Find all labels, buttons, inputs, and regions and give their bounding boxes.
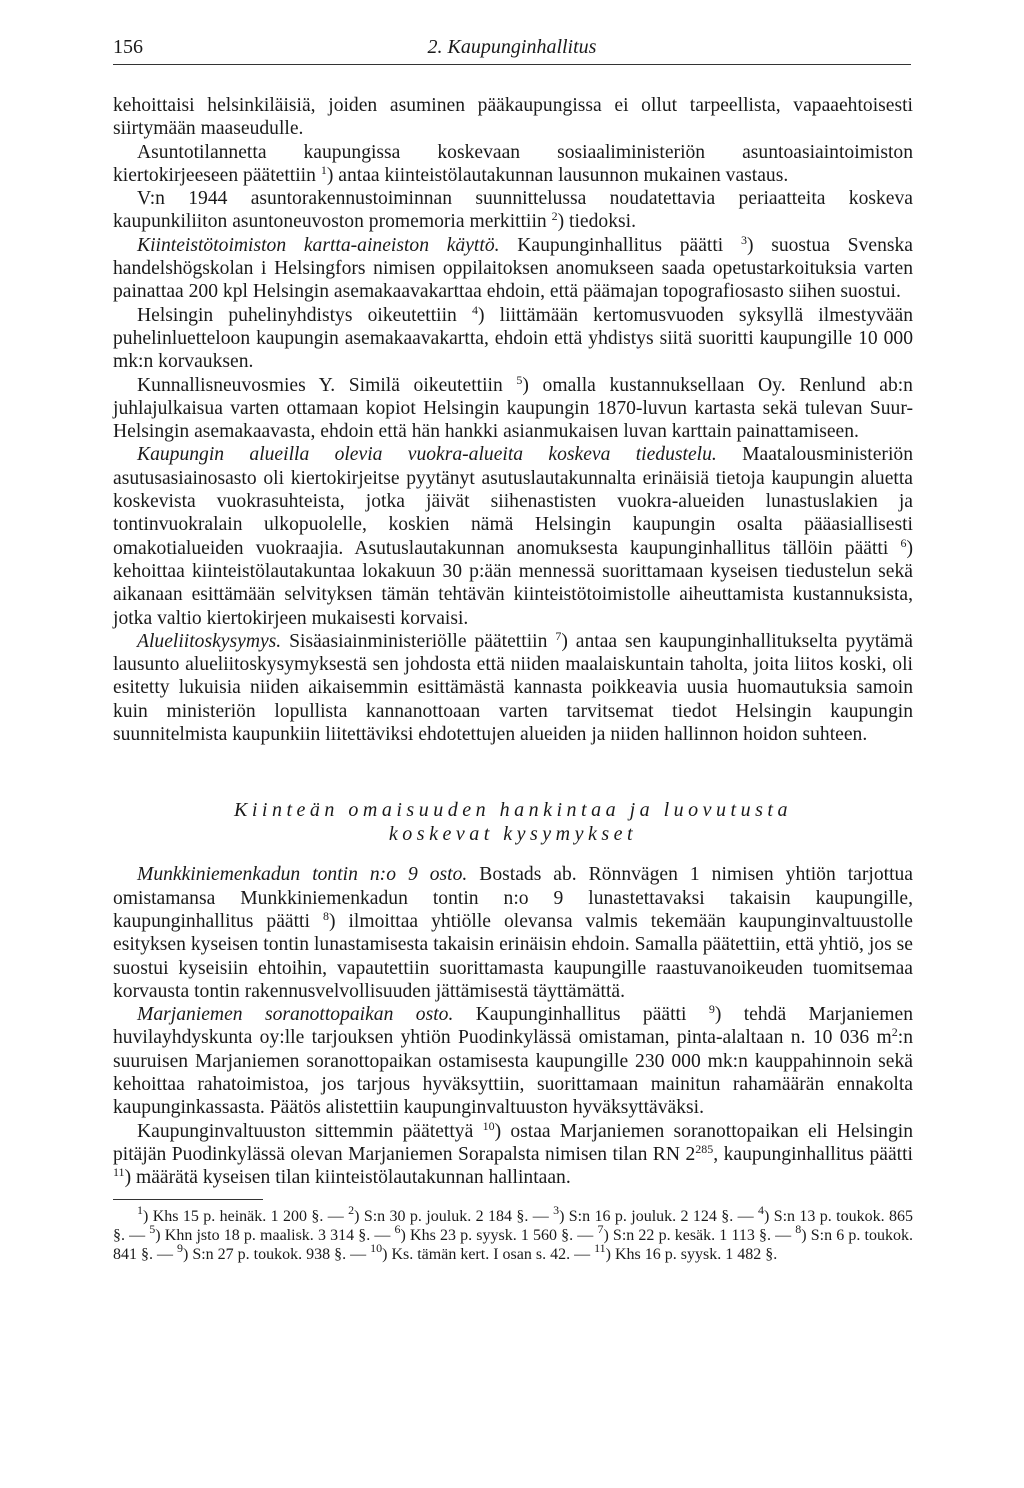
text-run: Kaupunginvaltuuston sittemmin päätettyä xyxy=(137,1120,483,1142)
text-run: , kaupunginhallitus päätti xyxy=(713,1143,913,1165)
text-run: ) ilmoittaa yhtiölle olevansa valmis tekemään kaupunginvaltuustolle esityksen kyseisen tontin lunastamisesta takaisin erinäisin ehdoin. Samalla päätettiin, että yhtiö, jos se suostui kyseisiin ehtoihin, vapautettiin suorittamasta kaupungille raastuvanoikeuden tuomitsemaa korvausta tontin rakennusvelvollisuuden jättämisestä täyttämättä. xyxy=(113,910,913,1002)
text-run: ) Khs 23 p. syysk. 1 560 §. — xyxy=(400,1227,598,1245)
text-run: ) määrätä kyseisen tilan kiinteistölautakunnan hallintaan. xyxy=(124,1167,571,1189)
footnote-marker: 3 xyxy=(740,232,747,247)
footnote-marker: 11 xyxy=(594,1240,606,1255)
paragraph xyxy=(113,1003,913,1119)
text-run: ) antaa kiinteistölautakunnan lausunnon mukainen vastaus. xyxy=(326,164,789,186)
paragraph xyxy=(113,304,913,374)
footnote-marker: 4 xyxy=(758,1203,765,1218)
paragraph xyxy=(113,630,913,746)
paragraph-heading: Alueliitoskysymys. xyxy=(137,630,282,652)
text-run: ) antaa sen kaupunginhallitukselta pyytämä lausunto alueliitoskysymyksestä sen johdosta että niiden maalaiskuntain taholta, joita liitos koski, oli esitetty lukuisia niiden aikaisemmin esittämästä kannasta poikkeavia uusia huomautuksia samoin kuin ministeriön lopullista kannanottoaan varten tarvitsemat tiedot Helsingin kaupungin suunnitelmista kaupunkiin liitettäviksi ehdotettujen alueiden ja niiden hallinnon hoidon suhteen. xyxy=(113,630,913,746)
footnote-marker: 11 xyxy=(113,1165,125,1180)
footnote-paragraph xyxy=(113,1203,914,1264)
paragraph-heading: Marjaniemen soranottopaikan osto. xyxy=(137,1004,454,1026)
section-heading xyxy=(113,798,913,846)
text-run: ) S:n 13 p. toukok. 865 §. — xyxy=(113,1208,914,1245)
text-run: V:n 1944 asuntorakennustoiminnan suunnittelussa noudatettavia periaatteita koskeva kaupunkiliiton asuntoneuvoston promemoria merkittiin xyxy=(113,188,913,233)
text-run: ) tiedoksi. xyxy=(557,211,636,233)
footnote-marker: 4 xyxy=(472,302,478,317)
paragraph xyxy=(113,863,913,1003)
body-text xyxy=(113,94,913,1264)
text-run: ) Ks. tämän kert. I osan s. 42. — xyxy=(382,1245,595,1263)
section-heading-line-2: koskevat kysymykset xyxy=(388,823,638,846)
footnote-marker: 9 xyxy=(708,1002,715,1017)
text-run: ) liittämään kertomusvuoden syksyllä ilmestyvään puhelinluetteloon kaupungin asemakaavakartta, ehdoin että yhdistys siitä suoritti kaupungille 10 000 mk:n korvauksen. xyxy=(113,304,913,373)
text-run: Asuntotilannetta kaupungissa koskevaan sosiaaliministeriön asuntoasiaintoimiston kiertokirjeeseen päätettiin xyxy=(113,141,913,186)
paragraph-heading: Kaupungin alueilla olevia vuokra-alueita koskeva tiedustelu. xyxy=(137,444,717,466)
text-run: ) S:n 22 p. kesäk. 1 113 §. — xyxy=(603,1227,796,1245)
text-run: Helsingin puhelinyhdistys oikeutettiin xyxy=(137,304,472,326)
footnote-marker: 8 xyxy=(795,1222,802,1237)
footnote-marker: 9 xyxy=(177,1240,183,1255)
text-run: ) omalla kustannuksellaan Oy. Renlund ab:n juhlajulkaisua varten ottamaan kopiot Helsingin kaupungin 1870-luvun kartasta sekä tulevan Suur-Helsingin asemakaavasta, ehdoin että hän hankki asianmukaisen luvan karttain painattamiseen. xyxy=(113,374,913,443)
footnote-marker: 8 xyxy=(322,908,329,923)
text-run: Maatalousministeriön asutusasiainosasto oli kiertokirjeitse pyytänyt asutuslautakunnalta erinäisiä tietoja kaupungin aluetta koskevista vuokrasuhteista, jotka jäivät siihenastisten vuokra-alueiden lunastuslakien ja tontinvuokralain ulkopuolelle, koskien nämä Helsingin kaupungin osalta pääasiallisesti omakotialueiden vuokraajia. Asutuslautakunnan anomuksesta kaupunginhallitus tällöin päätti xyxy=(113,444,913,559)
paragraph-heading: Kiinteistötoimiston kartta-aineiston käyttö. xyxy=(137,234,500,256)
footnote-marker: 2 xyxy=(891,1025,898,1040)
paragraph xyxy=(113,234,913,304)
footnote-marker: 2 xyxy=(348,1203,355,1218)
text-run: Kaupunginhallitus päätti xyxy=(453,1004,709,1026)
paragraph xyxy=(113,1120,913,1190)
paragraph xyxy=(113,94,913,141)
text-run: ) Khs 16 p. syysk. 1 482 §. xyxy=(605,1245,778,1263)
text-run: Kunnallisneuvosmies Y. Similä oikeutettiin xyxy=(137,374,517,396)
footnote-marker: 1 xyxy=(320,162,327,177)
text-run: kehoittaisi helsinkiläisiä, joiden asuminen pääkaupungissa ei ollut tarpeellista, vapaaehtoisesti siirtymään maaseudulle. xyxy=(113,95,913,140)
text-run: :n suuruisen Marjaniemen soranottopaikan ostamisesta kaupungille 230 000 mk:n kauppahinnoin sekä kehoittaa rahatoimistoa, jos tarjous hyväksyttiin, suorittamaan mainitun rahamäärän ennakolta kaupunginkassasta. Päätös alistettiin kaupunginvaltuuston hyväksyttäväksi. xyxy=(113,1027,913,1119)
page-number: 156 xyxy=(113,36,143,58)
text-run: ) kehoittaa kiinteistölautakuntaa lokakuun 30 p:ään mennessä suorittamaan kyseisen tiedustelun sekä aikanaan esittämään selvityksen tämän tehtävän kiinteistötoimistolle aiheuttamista kustannuksista, jotka valtio kiertokirjeen mukaisesti korvaisi. xyxy=(113,537,913,629)
footnote-marker: 10 xyxy=(370,1240,383,1255)
footnote-marker: 6 xyxy=(394,1222,401,1237)
text-run: ) S:n 6 p. toukok. 841 §. — xyxy=(113,1227,914,1263)
footnote-marker: 7 xyxy=(555,628,562,643)
footnote-marker: 3 xyxy=(553,1203,560,1218)
running-head: 2. Kaupunginhallitus xyxy=(427,36,597,58)
paragraph xyxy=(113,187,913,234)
section-paragraphs-bottom xyxy=(113,863,913,1189)
text-run: ) ostaa Marjaniemen soranottopaikan eli Helsingin pitäjän Puodinkylässä olevan Marjaniemen Sorapalsta nimisen tilan RN 2 xyxy=(113,1120,913,1165)
footnote-rule xyxy=(113,1199,263,1200)
footnote-marker: 1 xyxy=(137,1203,143,1218)
text-run: ) S:n 16 p. jouluk. 2 124 §. — xyxy=(559,1208,759,1226)
footnotes xyxy=(113,1203,914,1264)
text-run: ) S:n 27 p. toukok. 938 §. — xyxy=(183,1245,371,1263)
text-run: ) Khs 15 p. heinäk. 1 200 §. — xyxy=(143,1208,349,1226)
footnote-marker: 2 xyxy=(551,209,558,224)
section-paragraphs-top xyxy=(113,94,913,746)
text-run: Sisäasiainministeriölle päätettiin xyxy=(281,630,556,652)
footnote-marker: 6 xyxy=(900,535,907,550)
footnote-marker: 285 xyxy=(695,1141,714,1156)
text-run: ) Khn jsto 18 p. maalisk. 3 314 §. — xyxy=(155,1227,395,1245)
paragraph xyxy=(113,443,913,629)
footnote-marker: 7 xyxy=(597,1222,604,1237)
footnote-marker: 5 xyxy=(149,1222,156,1237)
footnote-marker: 5 xyxy=(516,372,523,387)
page-header xyxy=(113,36,911,65)
text-run: ) tehdä Marjaniemen huvilayhdyskunta oy:lle tarjouksen yhtiön Puodinkylässä omistaman, pinta-alaltaan n. 10 036 m xyxy=(113,1004,913,1049)
paragraph-heading: Munkkiniemenkadun tontin n:o 9 osto. xyxy=(137,864,468,886)
section-heading-line-1: Kiinteän omaisuuden hankintaa ja luovutusta xyxy=(234,799,792,822)
text-run: Kaupunginhallitus päätti xyxy=(499,234,741,256)
text-run: ) S:n 30 p. jouluk. 2 184 §. — xyxy=(354,1208,554,1226)
paragraph xyxy=(113,374,913,444)
paragraph xyxy=(113,141,913,188)
text-run: ) suostua Svenska handelshögskolan i Helsingfors nimisen oppilaitoksen anomukseen saada opetustarkoituksia varten painattaa 200 kpl Helsingin asemakaavakarttaa ehdoin, että päämajan topografiosasto siihen suostui. xyxy=(113,234,913,303)
text-run: Bostads ab. Rönnvägen 1 nimisen yhtiön tarjottua omistamansa Munkkiniemenkadun tontin n:o 9 lunastettavaksi takaisin kaupungille, kaupunginhallitus päätti xyxy=(113,864,913,932)
footnote-marker: 10 xyxy=(482,1118,495,1133)
